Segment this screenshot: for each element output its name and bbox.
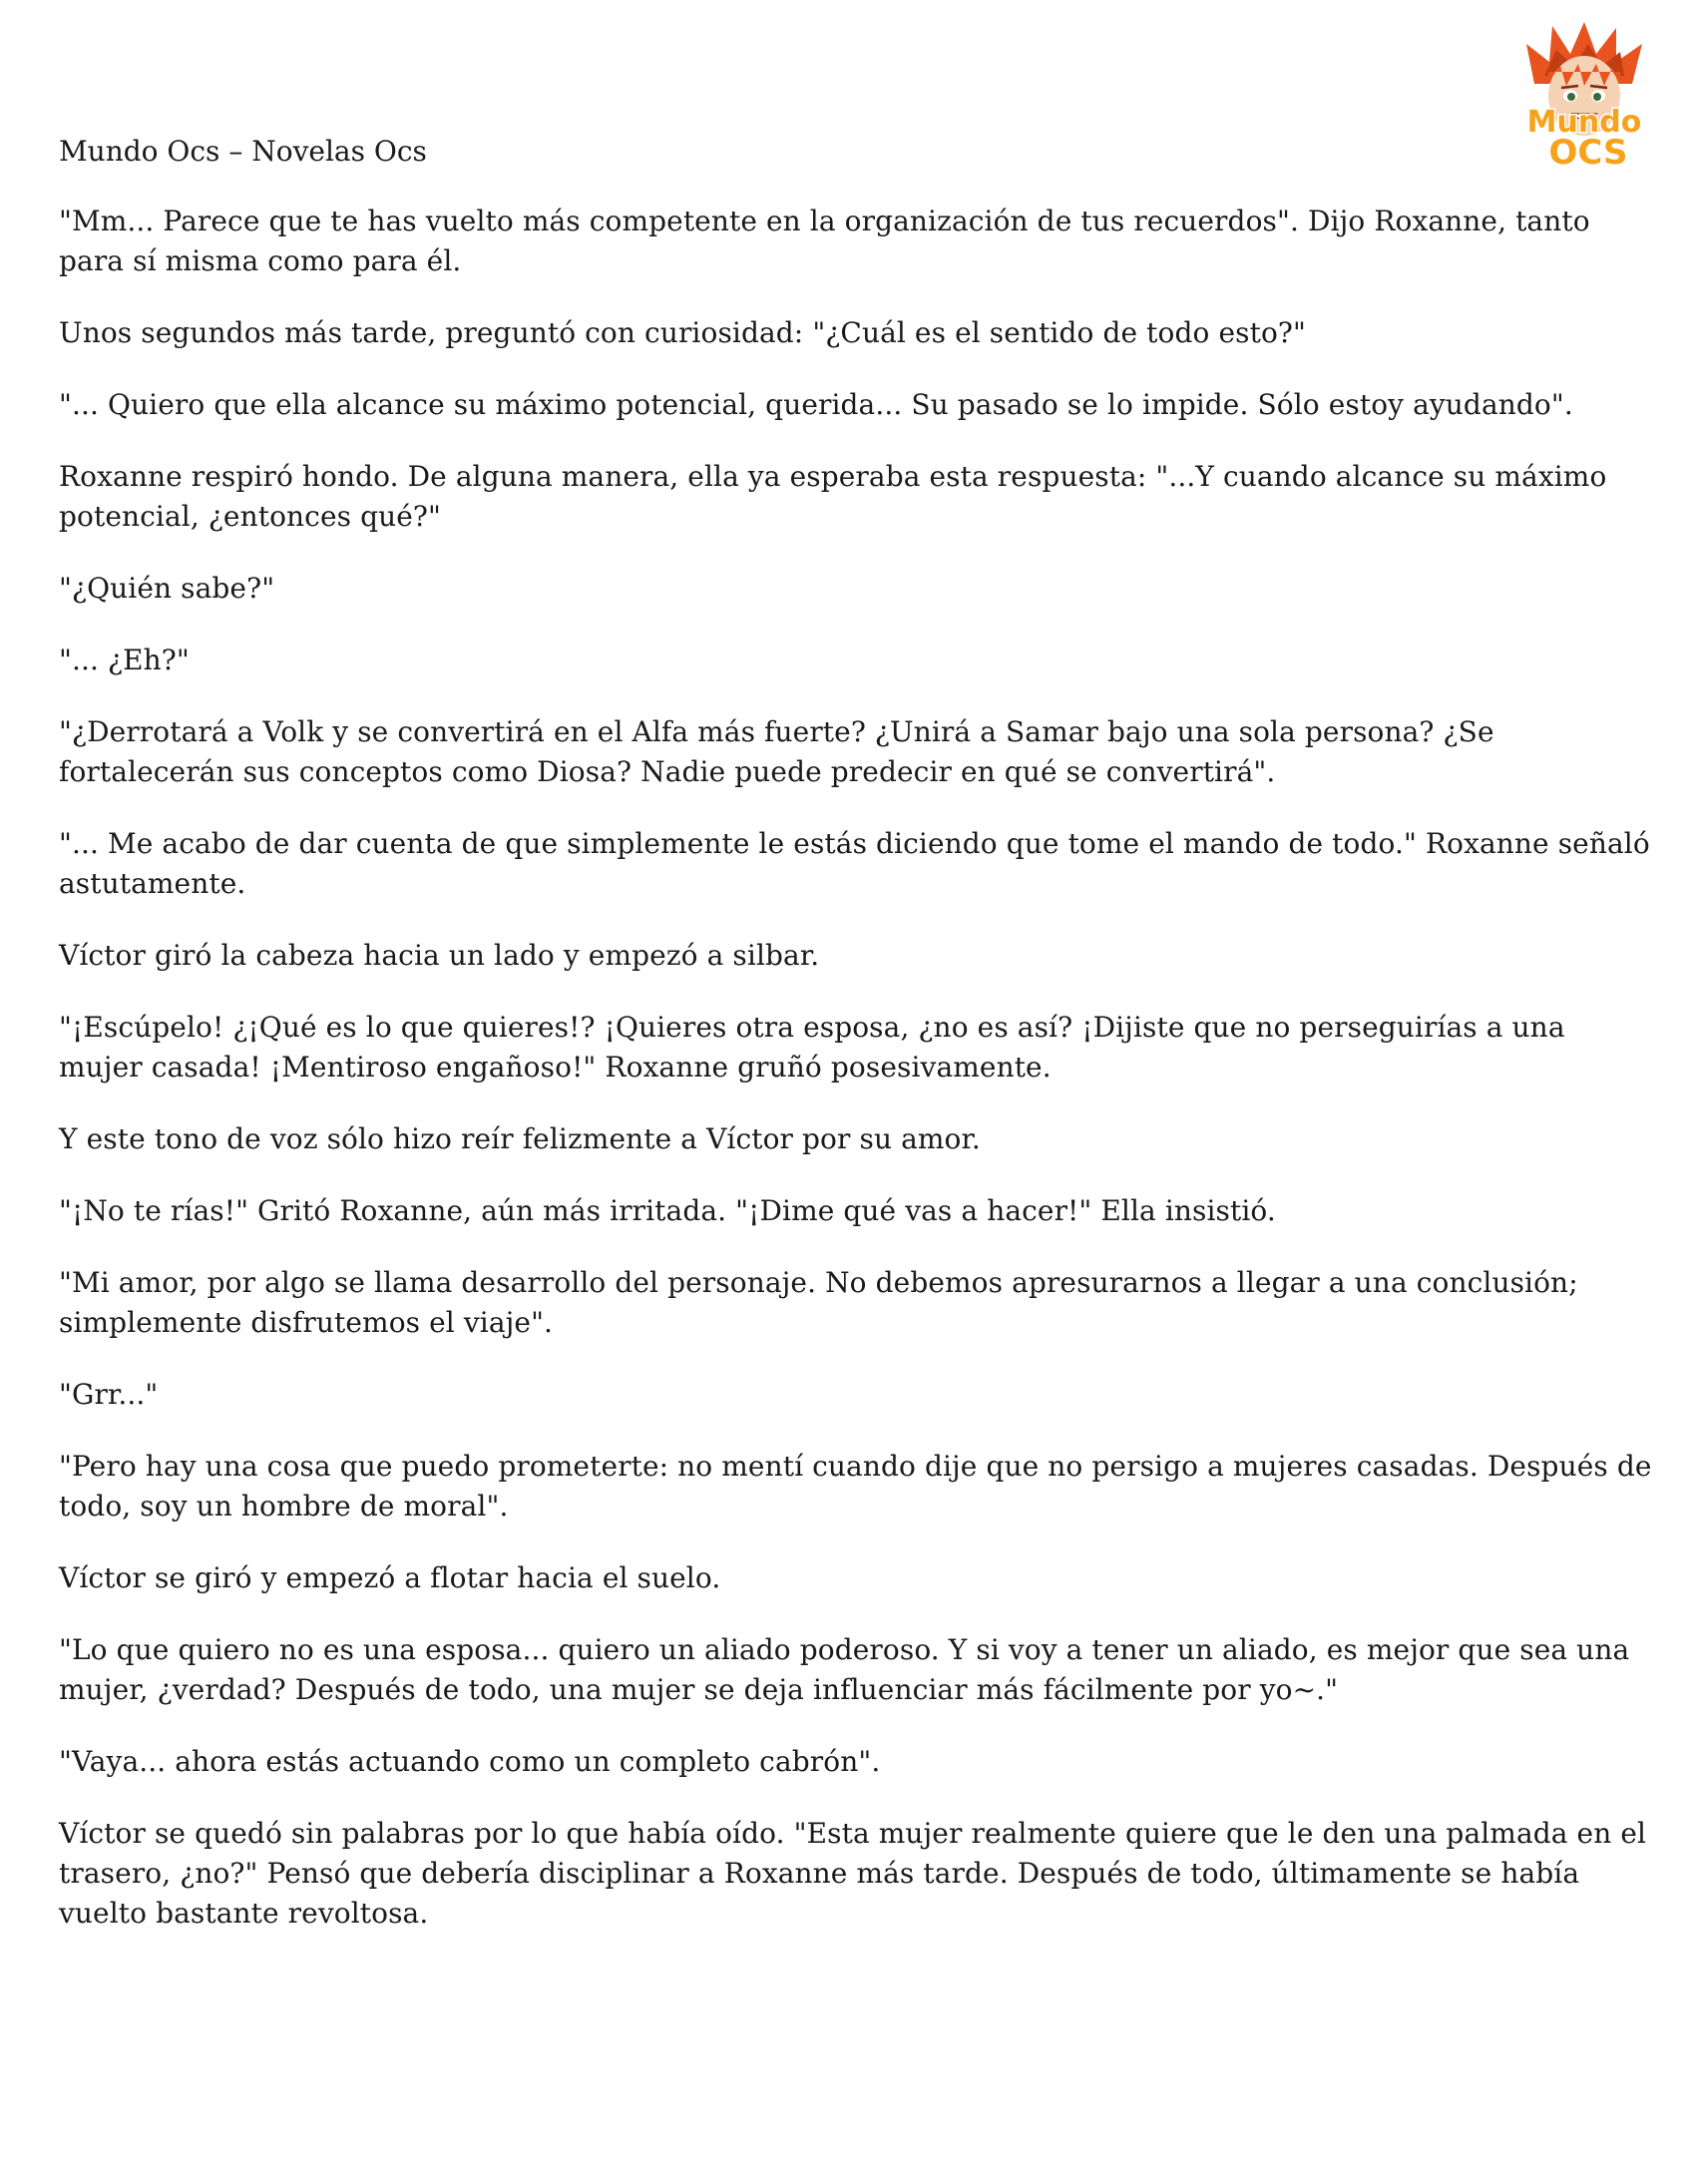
paragraph: "Mm... Parece que te has vuelto más competente en la organización de tus recuerdos". Dijo Roxanne, tanto para sí misma como para él.	[59, 205, 1590, 277]
paragraph: "... ¿Eh?"	[59, 644, 190, 676]
paragraph: Y este tono de voz sólo hizo reír felizmente a Víctor por su amor.	[59, 1122, 981, 1155]
paragraph: "¡Escúpelo! ¿¡Qué es lo que quieres!? ¡Quieres otra esposa, ¿no es así? ¡Dijiste que no perseguirías a una mujer casada! ¡Mentiroso engañoso!" Roxanne gruñó posesivamente.	[59, 1011, 1565, 1084]
document-header: Mundo Ocs – Novelas Ocs	[59, 135, 427, 168]
paragraph: "Pero hay una cosa que puedo prometerte: no mentí cuando dije que no persigo a mujeres casadas. Después de todo, soy un hombre de moral".	[59, 1450, 1652, 1523]
paragraph: "Mi amor, por algo se llama desarrollo del personaje. No debemos apresurarnos a llegar a una conclusión; simplemente disfrutemos el viaje".	[59, 1266, 1578, 1339]
paragraph: Roxanne respiró hondo. De alguna manera, ella ya esperaba esta respuesta: "...Y cuando alcance su máximo potencial, ¿entonces qué?"	[59, 460, 1607, 533]
paragraph: "¡No te rías!" Gritó Roxanne, aún más irritada. "¡Dime qué vas a hacer!" Ella insistió.	[59, 1194, 1276, 1227]
anime-character-logo-icon	[1504, 14, 1664, 174]
paragraph: "¿Derrotará a Volk y se convertirá en el Alfa más fuerte? ¿Unirá a Samar bajo una sola persona? ¿Se fortalecerán sus conceptos como Diosa? Nadie puede predecir en qué se convertirá".	[59, 715, 1494, 788]
logo-text-mundo: Mundo	[1526, 105, 1642, 140]
paragraph: "... Me acabo de dar cuenta de que simplemente le estás diciendo que tome el mando de todo." Roxanne señaló astutamente.	[59, 827, 1650, 900]
paragraph: "Lo que quiero no es una esposa... quiero un aliado poderoso. Y si voy a tener un aliado, es mejor que sea una mujer, ¿verdad? Después de todo, una mujer se deja influenciar más fácilmente por yo~."	[59, 1633, 1630, 1706]
paragraph: Víctor se quedó sin palabras por lo que había oído. "Esta mujer realmente quiere que le den una palmada en el trasero, ¿no?" Pensó que debería disciplinar a Roxanne más tarde. Después de todo, últimamente se había vuelto bastante revoltosa.	[59, 1817, 1647, 1930]
paragraph: Unos segundos más tarde, preguntó con curiosidad: "¿Cuál es el sentido de todo esto?"	[59, 316, 1306, 349]
paragraph: "... Quiero que ella alcance su máximo potencial, querida... Su pasado se lo impide. Sólo estoy ayudando".	[59, 388, 1573, 421]
paragraph: "Vaya... ahora estás actuando como un completo cabrón".	[59, 1745, 881, 1778]
logo-text-ocs: OCS	[1548, 133, 1628, 173]
paragraph: Víctor giró la cabeza hacia un lado y empezó a silbar.	[59, 939, 820, 972]
paragraph: "Grr..."	[59, 1378, 159, 1411]
paragraph: "¿Quién sabe?"	[59, 572, 275, 605]
document-body	[59, 202, 1655, 1966]
paragraph: Víctor se giró y empezó a flotar hacia el suelo.	[59, 1561, 721, 1594]
